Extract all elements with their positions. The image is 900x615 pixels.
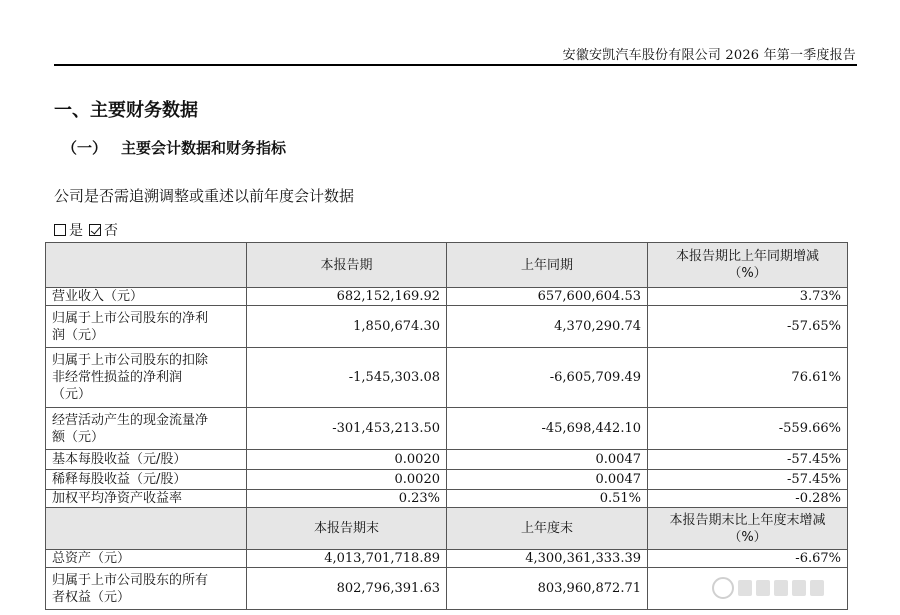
row-label (46, 568, 247, 610)
table-row (46, 306, 848, 348)
row-label (46, 408, 247, 450)
header-corner-cell (46, 508, 247, 550)
value-current: 1,850,674.30 (247, 306, 447, 348)
row-label (46, 550, 247, 568)
financial-data-table (45, 242, 848, 610)
watermark (712, 573, 892, 603)
value-prior: 4,370,290.74 (447, 306, 648, 348)
value-current: 4,013,701,718.89 (247, 550, 447, 568)
watermark-logo-icon (712, 577, 734, 599)
header-current: 本报告期末 (247, 508, 447, 550)
value-current: 0.0020 (247, 470, 447, 490)
table-row (46, 550, 848, 568)
row-label (46, 470, 247, 490)
checkbox-unchecked-icon[interactable] (54, 224, 66, 236)
row-label (46, 450, 247, 470)
value-current: 0.23% (247, 490, 447, 508)
restatement-choices (54, 220, 118, 240)
value-prior: 803,960,872.71 (447, 568, 648, 610)
header-change-unit: （%） (728, 529, 767, 545)
value-current: 802,796,391.63 (247, 568, 447, 610)
table-row (46, 408, 848, 450)
value-change: -57.45% (648, 470, 848, 490)
value-change: -6.67% (648, 550, 848, 568)
row-label (46, 288, 247, 306)
header-change-unit: （%） (728, 266, 767, 281)
value-prior: 0.51% (447, 490, 648, 508)
row-label-line: 归属于上市公司股东的扣除 (52, 353, 209, 368)
choice-yes[interactable] (54, 220, 83, 240)
subsection-title: 主要会计数据和财务指标 (121, 139, 287, 157)
value-prior: -6,605,709.49 (447, 348, 648, 408)
watermark-mark (738, 580, 752, 596)
header-corner-cell (46, 243, 247, 288)
table-header-row (46, 508, 848, 550)
row-label-line: 非经常性损益的净利润 (52, 370, 183, 385)
row-label-line: 基本每股收益（元/股） (52, 452, 187, 467)
header-rule (54, 64, 857, 66)
value-change: -559.66% (648, 408, 848, 450)
row-label (46, 348, 247, 408)
header-change-label: 本报告期比上年同期增减 (675, 249, 819, 264)
subsection-number: （一） (62, 139, 108, 157)
header-change (648, 508, 848, 550)
value-prior: -45,698,442.10 (447, 408, 648, 450)
subsection-heading (62, 137, 286, 158)
row-label-line: 营业收入（元） (52, 289, 144, 304)
value-change: -57.45% (648, 450, 848, 470)
checkbox-checked-icon[interactable] (89, 224, 101, 236)
header-change-label: 本报告期末比上年度末增减 (669, 512, 826, 528)
value-current: 682,152,169.92 (247, 288, 447, 306)
value-prior: 0.0047 (447, 450, 648, 470)
row-label (46, 490, 247, 508)
watermark-mark (774, 580, 788, 596)
row-label-line: 润（元） (52, 327, 105, 343)
value-prior: 0.0047 (447, 470, 648, 490)
watermark-mark (792, 580, 806, 596)
value-prior: 657,600,604.53 (447, 288, 648, 306)
row-label-line: 加权平均净资产收益率 (52, 491, 183, 506)
row-label-line: 归属于上市公司股东的净利 (52, 310, 209, 326)
watermark-mark (756, 580, 770, 596)
table-row (46, 450, 848, 470)
value-prior: 4,300,361,333.39 (447, 550, 648, 568)
row-label-line: 归属于上市公司股东的所有 (52, 572, 209, 588)
restatement-question: 公司是否需追溯调整或重述以前年度会计数据 (54, 187, 355, 205)
report-header-title: 安徽安凯汽车股份有限公司 2026 年第一季度报告 (562, 48, 856, 63)
table-row (46, 288, 848, 306)
watermark-mark (810, 580, 824, 596)
table-row (46, 348, 848, 408)
row-label (46, 306, 247, 348)
header-prior: 上年同期 (447, 243, 648, 288)
value-current: -1,545,303.08 (247, 348, 447, 408)
row-label-line: 经营活动产生的现金流量净 (52, 412, 209, 428)
section-title: 一、主要财务数据 (54, 100, 198, 121)
row-label-line: 者权益（元） (52, 589, 131, 605)
header-prior: 上年度末 (447, 508, 648, 550)
row-label-line: 总资产（元） (52, 551, 131, 566)
table-row (46, 490, 848, 508)
header-change (648, 243, 848, 288)
value-change: 3.73% (648, 288, 848, 306)
value-current: 0.0020 (247, 450, 447, 470)
header-current: 本报告期 (247, 243, 447, 288)
table-header-row (46, 243, 848, 288)
choice-no[interactable] (89, 220, 118, 240)
table-row (46, 470, 848, 490)
row-label-line: 额（元） (52, 429, 105, 445)
value-current: -301,453,213.50 (247, 408, 447, 450)
choice-no-label: 否 (104, 223, 118, 239)
value-change: 76.61% (648, 348, 848, 408)
value-change: -0.28% (648, 490, 848, 508)
row-label-line: （元） (52, 387, 92, 402)
value-change: -57.65% (648, 306, 848, 348)
choice-yes-label: 是 (69, 223, 83, 239)
row-label-line: 稀释每股收益（元/股） (52, 472, 187, 487)
